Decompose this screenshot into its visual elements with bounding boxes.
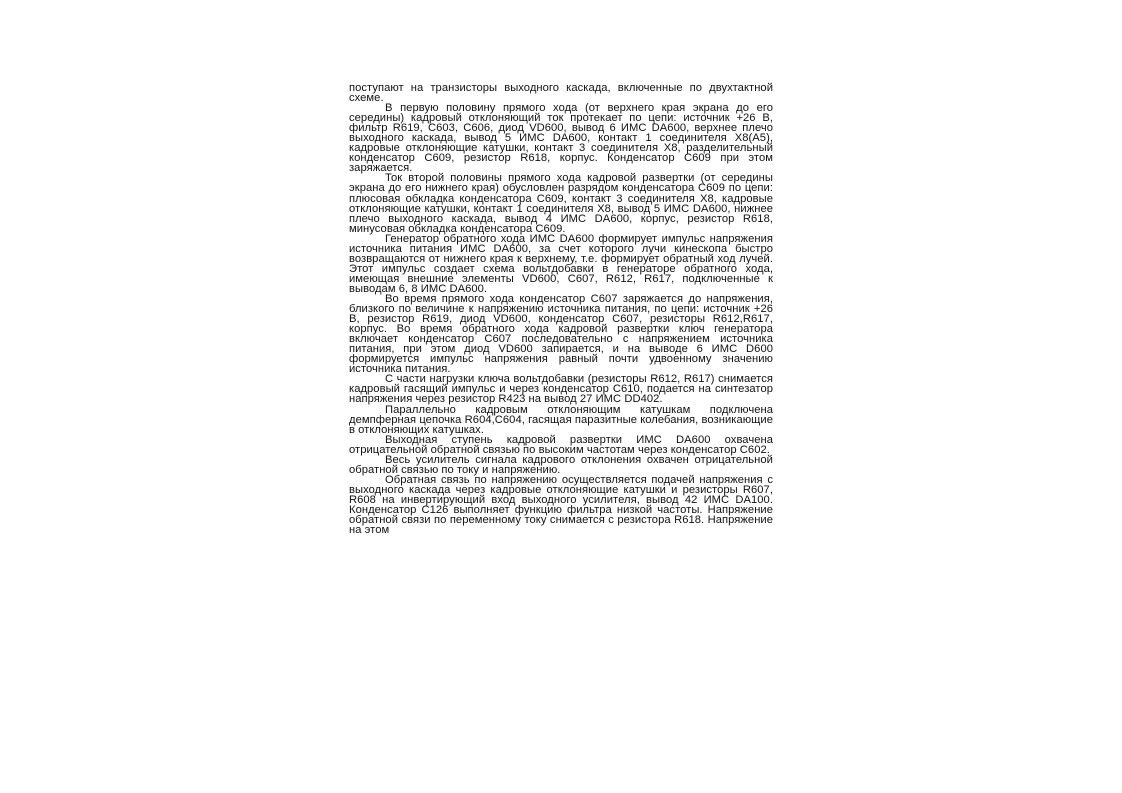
paragraph-6: С части нагрузки ключа вольтдобавки (резисторы R612, R617) снимается кадровый гасящий импульс и через конденсатор C610, подается на синтезатор напряжения через резистор R423 на вывод 27 ИМС DD402. bbox=[349, 373, 773, 406]
paragraph-5: Во время прямого хода конденсатор C607 заряжается до напряжения, близкого по величине к напряжению источника питания, по цепи: источник +26 В, резистор R619, диод VD600, конденсатор C607, резисторы R612,R617, корпус. Во время обратного хода кадровой развертки ключ генератора включает конденсатор C607 последовательно с напряжением источника питания, при этом диод VD600 запирается, и на выводе 6 ИМС D600 формируется импульс напряжения равный почти удвоенному значению источника питания. bbox=[349, 292, 773, 376]
paragraph-10: Обратная связь по напряжению осуществляется подачей напряжения с выходного каскада через кадровые отклоняющие катушки и резисторы R607, R608 на инвертирующий вход выходного усилителя, вывод 42 ИМС DA100. Конденсатор C126 выполняет функцию фильтра низкой частоты. Напряжение обратной связи по переменному току снимается с резистора R618. Напряжение на этом bbox=[349, 473, 773, 537]
paragraph-1: поступают на транзисторы выходного каскада, включенные по двухтактной схеме. bbox=[349, 82, 773, 105]
paragraph-8: Выходная ступень кадровой развертки ИМС DA600 охвачена отрицательной обратной связью по высоким частотам через конденсатор C602. bbox=[349, 433, 773, 456]
paragraph-2: В первую половину прямого хода (от верхнего края экрана до его середины) кадровый отклоняющий ток протекает по цепи: источник +26 В, фильтр R619, C603, C606, диод VD600, вывод 6 ИМС DA600, верхнее плечо выходного каскада, вывод 5 ИМС DA600, контакт 1 соединителя X8(A5), кадровые отклоняющие катушки, контакт 3 соединителя X8, разделительный конденсатор C609, резистор R618, корпус. Конденсатор C609 при этом заряжается. bbox=[349, 102, 773, 175]
paragraph-4: Генератор обратного хода ИМС DA600 формирует импульс напряжения источника питания ИМС DA600, за счет которого лучи кинескопа быстро возвращаются от нижнего края к верхнему, т.е. формирует обратный ход лучей. Этот импульс создает схема вольтдобавки в генераторе обратного хода, имеющая внешние элементы VD600, C607, R612, R617, подключенные к выводам 6, 8 ИМС DA600. bbox=[349, 232, 773, 295]
paragraph-9: Весь усилитель сигнала кадрового отклонения охвачен отрицательной обратной связью по току и напряжению. bbox=[349, 453, 773, 476]
paragraph-7: Параллельно кадровым отклоняющим катушкам подключена демпферная цепочка R604,C604, гасящая паразитные колебания, возникающие в отклоняющих катушках. bbox=[349, 403, 773, 436]
paragraph-3: Ток второй половины прямого хода кадровой развертки (от середины экрана до его нижнего края) обусловлен разрядом конденсатора C609 по цепи: плюсовая обкладка конденсатора C609, контакт 3 соединителя X8, кадровые отклоняющие катушки, контакт 1 соединителя X8, вывод 5 ИМС DA600, нижнее плечо выходного каскада, вывод 4 ИМС DA600, корпус, резистор R618, минусовая обкладка конденсатора C609. bbox=[349, 172, 773, 235]
body-text bbox=[349, 83, 773, 535]
